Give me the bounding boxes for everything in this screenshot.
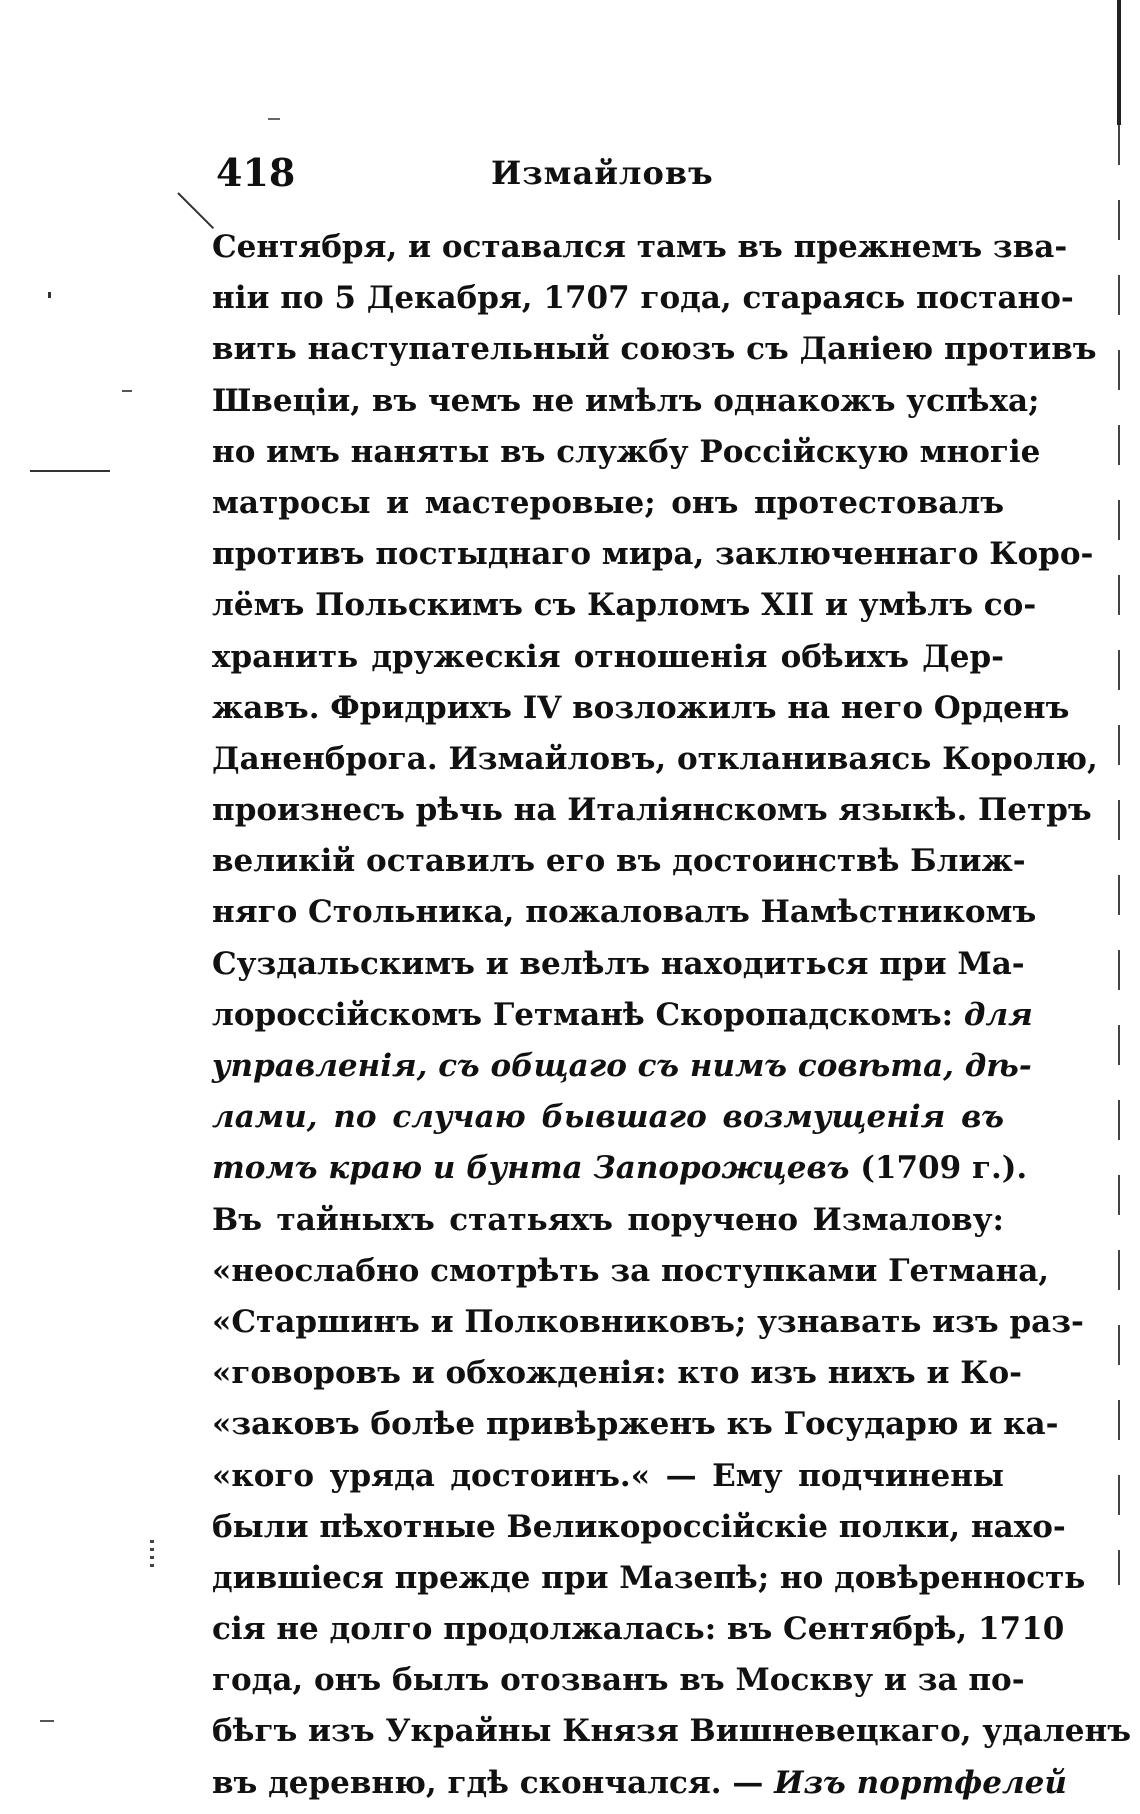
text-span: противъ постыднаго мира, заключеннаго Коро- — [212, 536, 1094, 573]
text-span: ніи по 5 Декабря, 1707 года, стараясь постано- — [212, 280, 1074, 317]
text-line — [212, 1246, 1050, 1297]
text-span: «кого уряда достоинъ.« — Ему подчинены — [212, 1457, 1004, 1494]
italic-text-span: лами, по случаю бывшаго возмущенія въ — [212, 1099, 1004, 1136]
text-span: Даненброга. Измайловъ, откланиваясь Королю, — [212, 740, 1098, 777]
text-line — [212, 1502, 1066, 1553]
text-line — [212, 785, 1092, 836]
italic-text-span: Изъ портфелей — [774, 1764, 1067, 1801]
text-line — [212, 222, 1068, 273]
text-span: «Старшинъ и Полковниковъ; узнавать изъ раз- — [212, 1303, 1084, 1340]
scan-speck — [40, 1720, 54, 1722]
text-line — [212, 529, 1094, 580]
text-span: (1709 г.). — [849, 1150, 1028, 1187]
text-line — [212, 273, 1074, 324]
text-span: но имъ наняты въ службу Россійскую многіе — [212, 433, 1041, 470]
text-line — [212, 734, 1098, 785]
text-line — [212, 1297, 1084, 1348]
text-line — [212, 1655, 1025, 1706]
text-span: «неослабно смотрѣть за поступками Гетмана, — [212, 1252, 1050, 1289]
page-number: 418 — [216, 150, 296, 195]
text-span: произнесъ рѣчь на Италіянскомъ языкѣ. Петръ — [212, 792, 1092, 829]
text-span: были пѣхотные Великороссійскіе полки, нахо- — [212, 1508, 1066, 1545]
page-header — [216, 150, 1000, 210]
text-line — [212, 1041, 1032, 1092]
scan-speck — [48, 292, 51, 298]
text-span: года, онъ былъ отозванъ въ Москву и за по- — [212, 1662, 1025, 1699]
text-line — [212, 836, 1026, 887]
text-line — [212, 1092, 1004, 1143]
text-span: «говоровъ и обхожденія: кто изъ нихъ и Ко- — [212, 1355, 1022, 1392]
scan-stroke — [177, 192, 214, 229]
text-line — [212, 1348, 1022, 1399]
scan-stroke — [30, 470, 110, 472]
italic-text-span: управленія, съ общаго съ нимъ совѣта, дѣ- — [212, 1048, 1032, 1084]
body-text — [212, 222, 1131, 1809]
text-line — [212, 376, 1040, 427]
text-line — [212, 1399, 1059, 1450]
text-line — [212, 1758, 1067, 1809]
text-span: Въ тайныхъ статьяхъ поручено Измалову: — [212, 1201, 1004, 1238]
text-line — [212, 580, 1037, 631]
text-span: Сентября, и оставался тамъ въ прежнемъ зва- — [212, 229, 1068, 265]
scan-edge-mark — [1117, 0, 1121, 125]
text-line — [212, 324, 1097, 375]
text-span: Швеціи, въ чемъ не имѣлъ однакожъ успѣха; — [212, 382, 1040, 419]
text-span: въ деревню, гдѣ скончался. — — [212, 1764, 775, 1801]
text-span: бѣгъ изъ Украйны Князя Вишневецкаго, удаленъ — [212, 1713, 1131, 1750]
scan-edge-mark — [1118, 125, 1120, 1585]
text-span: великій оставилъ его въ достоинствѣ Ближ- — [212, 843, 1026, 880]
text-line — [212, 427, 1041, 478]
text-line — [212, 1143, 1028, 1194]
text-line — [212, 1706, 1131, 1757]
text-span: лёмъ Польскимъ съ Карломъ XII и умѣлъ со- — [212, 587, 1037, 624]
text-line — [212, 1451, 1004, 1502]
italic-text-span: для — [963, 996, 1033, 1033]
text-span: «заковъ болѣе привѣрженъ къ Государю и ка- — [212, 1406, 1059, 1443]
scan-speck — [150, 1540, 154, 1570]
text-line — [212, 939, 1025, 990]
text-line — [212, 632, 1004, 683]
text-line — [212, 1553, 1086, 1604]
text-span: Суздальскимъ и велѣлъ находиться при Ма- — [212, 945, 1025, 982]
text-line — [212, 1604, 1065, 1655]
text-line — [212, 990, 1033, 1041]
text-span: вить наступательный союзъ съ Даніею противъ — [212, 331, 1097, 368]
italic-text-span: томъ краю и бунта Запорожцевъ — [212, 1150, 850, 1187]
text-span: лороссійскомъ Гетманѣ Скоропадскомъ: — [212, 996, 964, 1033]
text-span: хранить дружескія отношенія обѣихъ Дер- — [212, 638, 1004, 675]
scan-speck — [122, 390, 132, 392]
scan-speck — [268, 118, 280, 120]
text-span: жавъ. Фридрихъ IV возложилъ на него Орденъ — [212, 689, 1070, 726]
text-line — [212, 1195, 1004, 1246]
text-span: няго Стольника, пожаловалъ Намѣстникомъ — [212, 894, 1037, 931]
text-span: сія не долго продолжалась: въ Сентябрѣ, 1710 — [212, 1611, 1065, 1648]
running-title: Измайловъ — [491, 154, 714, 192]
text-span: матросы и мастеровые; онъ протестовалъ — [212, 484, 1004, 521]
text-line — [212, 478, 1004, 529]
text-span: дившіеся прежде при Мазепѣ; но довѣренность — [212, 1559, 1086, 1596]
text-line — [212, 683, 1070, 734]
text-line — [212, 887, 1037, 938]
